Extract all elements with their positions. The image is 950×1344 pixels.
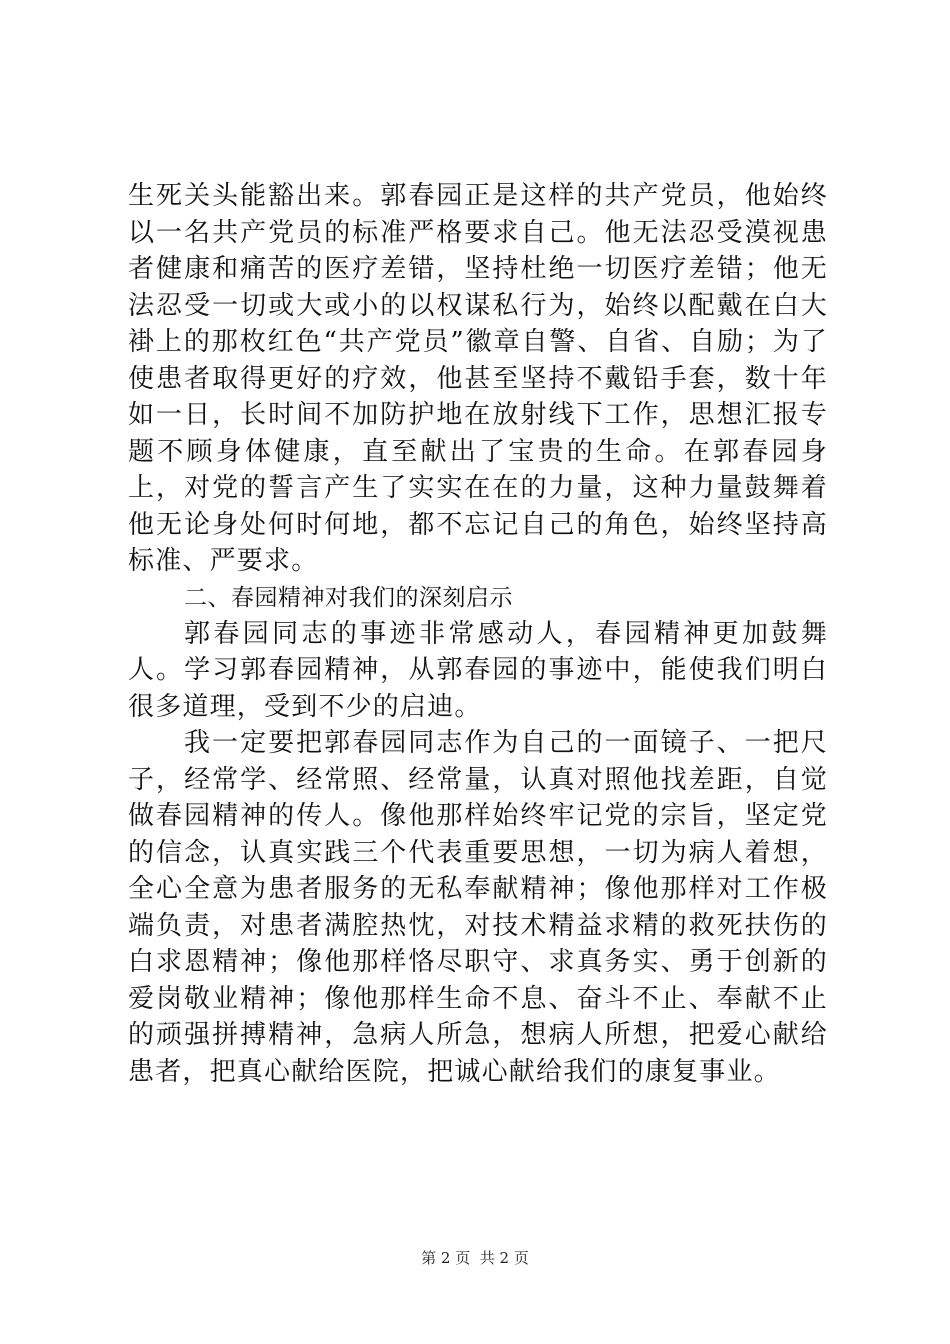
paragraph-1: 生死关头能豁出来。郭春园正是这样的共产党员，他始终以一名共产党员的标准严格要求自己。他无法忍受漠视患者健康和痛苦的医疗差错，坚持杜绝一切医疗差错；他无法忍受一切或大或小的以权谋私行为，始终以配戴在白大褂上的那枚红色“共产党员”徽章自警、自省、自励；为了使患者取得更好的疗效，他甚至坚持不戴铅手套，数十年如一日，长时间不加防护地在放射线下工作，思想汇报专题不顾身体健康，直至献出了宝贵的生命。在郭春园身上，对党的誓言产生了实实在在的力量，这种力量鼓舞着他无论身处何时何地，都不忘记自己的角色，始终坚持高标准、严要求。 [128,181,828,576]
document-body [128,178,828,1090]
page-number-label: 第 2 页 共 2 页 [421,1249,529,1267]
section-heading: 二、春园精神对我们的深刻启示 [184,584,513,611]
paragraph-3: 我一定要把郭春园同志作为自己的一面镜子、一把尺子，经常学、经常照、经常量，认真对照他找差距，自觉做春园精神的传人。像他那样始终牢记党的宗旨，坚定党的信念，认真实践三个代表重要思想，一切为病人着想，全心全意为患者服务的无私奉献精神；像他那样对工作极端负责，对患者满腔热忱，对技术精益求精的救死扶伤的白求恩精神；像他那样恪尽职守、求真务实、勇于创新的爱岗敬业精神；像他那样生命不息、奋斗不止、奉献不止的顽强拼搏精神，急病人所急，想病人所想，把爱心献给患者，把真心献给医院，把诚心献给我们的康复事业。 [128,728,828,1087]
paragraph-2: 郭春园同志的事迹非常感动人，春园精神更加鼓舞人。学习郭春园精神，从郭春园的事迹中，能使我们明白很多道理，受到不少的启迪。 [128,618,828,722]
page-footer [0,1248,950,1268]
